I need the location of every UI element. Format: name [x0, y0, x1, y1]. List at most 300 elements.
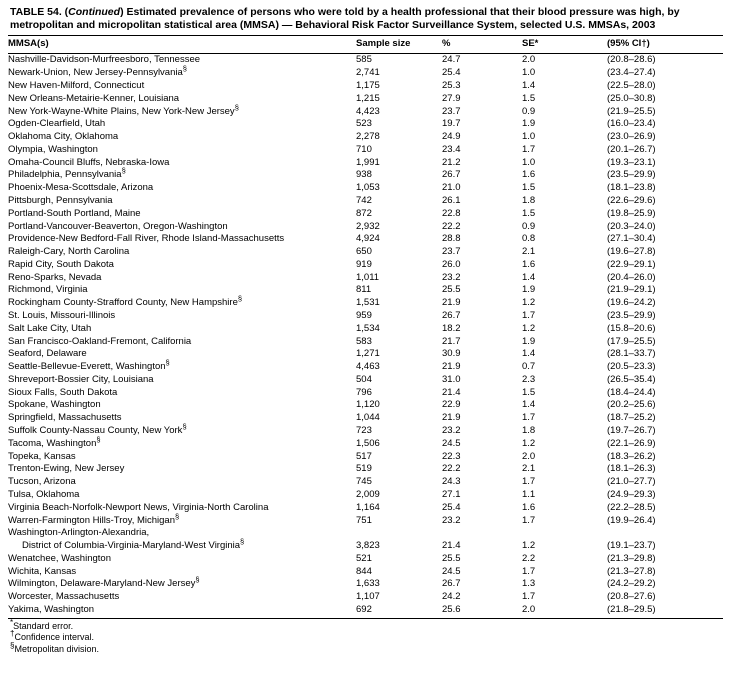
cell-sample-size: 585	[356, 54, 372, 66]
cell-se: 1.7	[522, 565, 536, 577]
cell-percent: 23.4	[442, 143, 461, 155]
cell-sample-size: 1,011	[356, 271, 380, 283]
cell-ci: (21.0–27.7)	[607, 476, 656, 488]
cell-ci: (23.5–29.9)	[607, 169, 656, 181]
mmsa-label: New York-Wayne-White Plains, New York-New Jersey§	[8, 102, 239, 117]
cell-percent: 27.1	[442, 488, 461, 500]
cell-percent: 23.7	[442, 105, 461, 117]
cell-mmsa	[8, 258, 356, 271]
cell-se: 1.4	[522, 79, 536, 91]
cell-sample-size: 1,164	[356, 501, 380, 513]
table-row	[8, 514, 723, 527]
table-row	[8, 309, 723, 322]
cell-ci: (18.3–26.2)	[607, 450, 656, 462]
mmsa-label: Richmond, Virginia	[8, 284, 88, 296]
table-row	[8, 424, 723, 437]
cell-se: 1.4	[522, 271, 536, 283]
table-row	[8, 386, 723, 399]
table-row	[8, 169, 723, 182]
cell-mmsa	[8, 233, 356, 246]
cell-mmsa	[8, 434, 356, 450]
cell-ci: (22.5–28.0)	[607, 79, 656, 91]
cell-mmsa	[8, 591, 356, 604]
cell-mmsa	[8, 399, 356, 412]
cell-ci: (24.2–29.2)	[607, 578, 656, 590]
cell-mmsa	[8, 348, 356, 361]
cell-sample-size: 692	[356, 603, 372, 615]
column-header-sample-size: Sample size	[356, 36, 442, 54]
cell-mmsa	[8, 207, 356, 220]
cell-sample-size: 1,506	[356, 437, 380, 449]
cell-percent: 22.2	[442, 463, 461, 475]
mmsa-label: Washington-Arlington-Alexandria,	[8, 527, 150, 539]
cell-mmsa	[8, 565, 356, 578]
cell-se: 2.3	[522, 373, 536, 385]
cell-mmsa	[8, 575, 356, 591]
cell-se: 0.9	[522, 105, 536, 117]
cell-ci: (28.1–33.7)	[607, 348, 656, 360]
cell-se: 1.5	[522, 386, 536, 398]
cell-percent: 25.4	[442, 501, 461, 513]
table-row	[8, 591, 723, 604]
table-row	[8, 79, 723, 92]
cell-se: 1.2	[522, 297, 536, 309]
mmsa-label: Warren-Farmington Hills-Troy, Michigan§	[8, 511, 180, 526]
cell-se: 2.0	[522, 54, 536, 66]
mmsa-label: Wenatchee, Washington	[8, 552, 111, 564]
cell-mmsa	[8, 552, 356, 565]
cell-mmsa	[8, 421, 356, 437]
cell-sample-size: 523	[356, 118, 372, 130]
cell-ci: (22.1–26.9)	[607, 437, 656, 449]
mmsa-label: Reno-Sparks, Nevada	[8, 271, 102, 283]
footnote-text: Standard error.	[13, 621, 74, 632]
cell-mmsa	[8, 79, 356, 92]
cell-se: 1.8	[522, 194, 536, 206]
footnote-marker: §	[175, 511, 180, 521]
cell-percent: 21.0	[442, 182, 461, 194]
cell-ci: (21.3–27.8)	[607, 565, 656, 577]
mmsa-label: New Haven-Milford, Connecticut	[8, 79, 145, 91]
table-row	[8, 156, 723, 169]
cell-ci: (23.0–26.9)	[607, 131, 656, 143]
footnote-item	[10, 629, 721, 643]
cell-ci: (18.1–23.8)	[607, 182, 656, 194]
cell-se: 1.6	[522, 169, 536, 181]
cell-mmsa	[8, 143, 356, 156]
mmsa-label: Salt Lake City, Utah	[8, 322, 92, 334]
cell-se: 1.8	[522, 425, 536, 437]
table-row	[8, 220, 723, 233]
cell-mmsa	[8, 182, 356, 195]
cell-ci: (21.8–29.5)	[607, 603, 656, 615]
cell-percent: 18.2	[442, 322, 461, 334]
cell-mmsa	[8, 156, 356, 169]
cell-se: 1.7	[522, 514, 536, 526]
cell-se: 1.0	[522, 131, 536, 143]
cell-se: 1.6	[522, 258, 536, 270]
cell-se: 1.7	[522, 591, 536, 603]
mmsa-label: Wilmington, Delaware-Maryland-New Jersey§	[8, 575, 200, 590]
table-row	[8, 463, 723, 476]
cell-percent: 27.9	[442, 92, 461, 104]
mmsa-label: Oklahoma City, Oklahoma	[8, 131, 119, 143]
table-body	[8, 53, 723, 616]
cell-percent: 28.8	[442, 233, 461, 245]
cell-ci: (27.1–30.4)	[607, 233, 656, 245]
cell-mmsa	[8, 194, 356, 207]
cell-ci: (19.3–23.1)	[607, 156, 656, 168]
cell-ci: (19.7–26.7)	[607, 425, 656, 437]
mmsa-label: Providence-New Bedford-Fall River, Rhode Island-Massachusetts	[8, 233, 285, 245]
cell-se: 1.4	[522, 399, 536, 411]
cell-percent: 22.9	[442, 399, 461, 411]
cell-mmsa	[8, 476, 356, 489]
cell-sample-size: 504	[356, 373, 372, 385]
cell-sample-size: 4,924	[356, 233, 380, 245]
table-row	[8, 246, 723, 259]
cell-ci: (18.7–25.2)	[607, 412, 656, 424]
column-header-percent: %	[442, 36, 522, 54]
mmsa-label: Seattle-Bellevue-Everett, Washington§	[8, 357, 170, 373]
cell-sample-size: 959	[356, 310, 372, 321]
cell-ci: (22.2–28.5)	[607, 501, 656, 513]
cell-sample-size: 1,044	[356, 412, 380, 424]
footnote-marker: §	[195, 575, 200, 585]
cell-ci: (20.5–23.3)	[607, 361, 656, 373]
cell-se: 0.7	[522, 361, 536, 373]
footnote-mark: §	[10, 640, 15, 650]
cell-percent: 24.5	[442, 437, 461, 449]
cell-ci: (20.2–25.6)	[607, 399, 656, 411]
table-row	[8, 258, 723, 271]
cell-sample-size: 2,278	[356, 131, 380, 143]
cell-se: 1.2	[522, 540, 536, 552]
cell-mmsa	[8, 246, 356, 259]
mmsa-label: Spokane, Washington	[8, 399, 101, 411]
footnote-item	[10, 618, 721, 632]
cell-ci: (18.4–24.4)	[607, 386, 656, 398]
mmsa-label: Olympia, Washington	[8, 143, 98, 155]
cell-ci: (25.0–30.8)	[607, 92, 656, 104]
cell-percent: 26.7	[442, 169, 461, 181]
cell-se: 1.0	[522, 156, 536, 168]
cell-percent: 23.2	[442, 514, 461, 526]
cell-ci: (23.5–29.9)	[607, 310, 656, 321]
cell-mmsa	[8, 118, 356, 131]
cell-percent: 30.9	[442, 348, 461, 360]
cell-sample-size: 919	[356, 258, 372, 270]
table-row	[8, 53, 723, 66]
cell-mmsa	[8, 64, 356, 80]
cell-sample-size: 583	[356, 335, 372, 347]
column-header-se: SE*	[522, 36, 607, 54]
cell-percent: 22.2	[442, 220, 461, 232]
mmsa-label: Trenton-Ewing, New Jersey	[8, 463, 125, 475]
cell-ci: (26.5–35.4)	[607, 373, 656, 385]
mmsa-label: Rapid City, South Dakota	[8, 258, 114, 270]
prevalence-table	[8, 35, 723, 616]
footnote-item	[10, 640, 721, 655]
title-suffix: ) Estimated prevalence of persons who were told by a health professional that their blood pressure was high, by metropolitan and micropolitan statistical area (MMSA) — Behavioral Risk Factor Surveillance System, selected U.S. MMSAs, 2003	[10, 6, 680, 31]
cell-ci: (20.3–24.0)	[607, 220, 656, 232]
cell-mmsa	[8, 501, 356, 514]
table-row	[8, 67, 723, 80]
cell-sample-size: 1,175	[356, 79, 380, 91]
cell-ci: (20.4–26.0)	[607, 271, 656, 283]
table-row	[8, 271, 723, 284]
cell-percent: 25.4	[442, 67, 461, 79]
cell-mmsa	[8, 463, 356, 476]
cell-percent: 19.7	[442, 118, 461, 130]
table-row	[8, 603, 723, 616]
cell-sample-size: 1,531	[356, 297, 380, 309]
cell-sample-size: 1,107	[356, 591, 380, 603]
table-row	[8, 194, 723, 207]
cell-sample-size: 1,271	[356, 348, 380, 360]
cell-se: 1.5	[522, 92, 536, 104]
cell-mmsa	[8, 102, 356, 118]
cell-se: 2.0	[522, 603, 536, 615]
cell-se: 1.1	[522, 488, 536, 500]
mmsa-label: Suffolk County-Nassau County, New York§	[8, 421, 187, 437]
table-row	[8, 501, 723, 514]
mmsa-label: Springfield, Massachusetts	[8, 412, 122, 424]
cell-percent: 25.6	[442, 603, 461, 615]
cell-se: 1.5	[522, 182, 536, 194]
cell-se: 1.0	[522, 67, 536, 79]
cell-se	[522, 527, 607, 540]
cell-ci: (19.8–25.9)	[607, 207, 656, 219]
cell-mmsa	[8, 603, 356, 616]
footnote-text: Confidence interval.	[14, 632, 94, 643]
cell-se: 1.3	[522, 578, 536, 590]
cell-se: 1.7	[522, 143, 536, 155]
cell-se: 1.9	[522, 118, 536, 130]
cell-ci: (22.6–29.6)	[607, 194, 656, 206]
table-row	[8, 105, 723, 118]
cell-mmsa	[8, 322, 356, 335]
footnote-marker: §	[165, 357, 170, 367]
cell-se: 1.2	[522, 322, 536, 334]
cell-se: 2.2	[522, 552, 536, 564]
table-row	[8, 182, 723, 195]
table-row	[8, 335, 723, 348]
mmsa-label: Yakima, Washington	[8, 603, 95, 615]
cell-se: 1.7	[522, 412, 536, 424]
cell-se: 1.6	[522, 501, 536, 513]
mmsa-label: Nashville-Davidson-Murfreesboro, Tennessee	[8, 54, 201, 66]
cell-sample-size: 517	[356, 450, 372, 462]
cell-ci: (21.9–29.1)	[607, 284, 656, 296]
cell-sample-size: 4,423	[356, 105, 380, 117]
cell-percent: 26.0	[442, 258, 461, 270]
mmsa-label: Tacoma, Washington§	[8, 434, 101, 449]
cell-se: 2.1	[522, 463, 536, 475]
cell-sample-size: 1,534	[356, 322, 380, 334]
table-row	[8, 207, 723, 220]
mmsa-label: Virginia Beach-Norfolk-Newport News, Virginia-North Carolina	[8, 501, 269, 513]
mmsa-label: District of Columbia-Virginia-Maryland-West Virginia§	[22, 536, 245, 552]
table-row	[8, 361, 723, 374]
table-row	[8, 143, 723, 156]
cell-se: 1.9	[522, 335, 536, 347]
table-row	[8, 118, 723, 131]
mmsa-label: Wichita, Kansas	[8, 565, 77, 577]
cell-percent: 24.7	[442, 54, 461, 66]
cell-sample-size: 1,120	[356, 399, 380, 411]
table-row	[8, 437, 723, 450]
cell-mmsa	[8, 536, 356, 552]
cell-sample-size: 844	[356, 565, 372, 577]
cell-percent: 23.2	[442, 425, 461, 437]
cell-mmsa	[8, 335, 356, 348]
cell-ci: (16.0–23.4)	[607, 118, 656, 130]
table-row	[8, 450, 723, 463]
cell-ci	[607, 527, 723, 540]
cell-percent: 24.9	[442, 131, 461, 143]
cell-mmsa	[8, 220, 356, 233]
mmsa-label: New Orleans-Metairie-Kenner, Louisiana	[8, 92, 180, 104]
mmsa-label: Worcester, Massachusetts	[8, 591, 120, 603]
cell-mmsa	[8, 373, 356, 386]
cell-percent: 26.7	[442, 310, 461, 321]
cell-ci: (21.9–25.5)	[607, 105, 656, 117]
table-row	[8, 284, 723, 297]
cell-percent: 31.0	[442, 373, 461, 385]
column-header-ci: (95% CI†)	[607, 36, 723, 54]
cell-sample-size: 1,215	[356, 92, 380, 104]
cell-sample-size: 519	[356, 463, 372, 475]
cell-sample-size: 1,991	[356, 156, 380, 168]
mmsa-label: Tucson, Arizona	[8, 476, 76, 488]
table-row	[8, 488, 723, 501]
mmsa-label: Topeka, Kansas	[8, 450, 76, 462]
cell-ci: (20.8–28.6)	[607, 54, 656, 66]
mmsa-label: Shreveport-Bossier City, Louisiana	[8, 373, 154, 385]
cell-se: 0.9	[522, 220, 536, 232]
cell-se: 1.9	[522, 284, 536, 296]
mmsa-label: Omaha-Council Bluffs, Nebraska-Iowa	[8, 156, 170, 168]
cell-mmsa	[8, 386, 356, 399]
cell-se: 2.1	[522, 246, 536, 258]
cell-ci: (20.8–27.6)	[607, 591, 656, 603]
cell-percent: 25.3	[442, 79, 461, 91]
cell-ci: (21.3–29.8)	[607, 552, 656, 564]
footnotes	[8, 619, 723, 655]
cell-percent: 21.7	[442, 335, 461, 347]
cell-ci: (17.9–25.5)	[607, 335, 656, 347]
cell-mmsa	[8, 92, 356, 105]
cell-percent: 21.9	[442, 297, 461, 309]
cell-sample-size: 745	[356, 476, 372, 488]
cell-percent: 26.1	[442, 194, 461, 206]
cell-ci: (19.6–24.2)	[607, 297, 656, 309]
cell-sample-size: 723	[356, 425, 372, 437]
cell-sample-size: 2,932	[356, 220, 380, 232]
cell-percent: 25.5	[442, 284, 461, 296]
cell-sample-size: 811	[356, 284, 372, 296]
cell-ci: (19.6–27.8)	[607, 246, 656, 258]
table-row	[8, 539, 723, 552]
cell-se: 1.4	[522, 348, 536, 360]
cell-sample-size: 742	[356, 194, 372, 206]
cell-percent: 21.9	[442, 412, 461, 424]
cell-ci: (18.1–26.3)	[607, 463, 656, 475]
mmsa-label: Newark-Union, New Jersey-Pennsylvania§	[8, 64, 187, 79]
cell-sample-size: 2,009	[356, 488, 380, 500]
cell-ci: (24.9–29.3)	[607, 488, 656, 500]
cell-percent: 21.9	[442, 361, 461, 373]
cell-percent: 26.7	[442, 578, 461, 590]
cell-mmsa	[8, 511, 356, 527]
cell-percent: 22.3	[442, 450, 461, 462]
cell-sample-size: 938	[356, 169, 372, 181]
mmsa-label: Pittsburgh, Pennsylvania	[8, 194, 113, 206]
cell-mmsa	[8, 294, 356, 310]
cell-percent: 24.2	[442, 591, 461, 603]
cell-se: 2.0	[522, 450, 536, 462]
cell-ci: (20.1–26.7)	[607, 143, 656, 155]
table-row	[8, 527, 723, 540]
cell-sample-size: 710	[356, 143, 372, 155]
table-row	[8, 565, 723, 578]
mmsa-label: Raleigh-Cary, North Carolina	[8, 246, 130, 258]
table-row	[8, 578, 723, 591]
cell-ci: (23.4–27.4)	[607, 67, 656, 79]
cell-percent: 24.5	[442, 565, 461, 577]
cell-sample-size	[356, 527, 442, 540]
cell-sample-size: 751	[356, 514, 372, 526]
footnote-marker: §	[240, 536, 245, 546]
cell-percent: 23.2	[442, 271, 461, 283]
cell-percent: 21.2	[442, 156, 461, 168]
footnote-marker: §	[121, 166, 126, 176]
page-title	[8, 6, 723, 31]
mmsa-label: Rockingham County-Strafford County, New Hampshire§	[8, 294, 243, 309]
table-row	[8, 348, 723, 361]
cell-se: 1.7	[522, 310, 536, 321]
footnote-mark: †	[10, 629, 15, 639]
cell-sample-size: 1,053	[356, 182, 380, 194]
footnote-marker: §	[182, 64, 187, 73]
cell-mmsa	[8, 488, 356, 501]
table-row	[8, 476, 723, 489]
mmsa-label: Portland-Vancouver-Beaverton, Oregon-Washington	[8, 220, 228, 232]
cell-se: 1.7	[522, 476, 536, 488]
cell-mmsa	[8, 309, 356, 322]
cell-percent: 21.4	[442, 386, 461, 398]
mmsa-label: Seaford, Delaware	[8, 348, 87, 360]
cell-sample-size: 650	[356, 246, 372, 258]
cell-mmsa	[8, 357, 356, 374]
table-header-row	[8, 36, 723, 54]
table-row	[8, 297, 723, 310]
mmsa-label: Tulsa, Oklahoma	[8, 488, 80, 500]
footnote-marker: §	[234, 102, 239, 112]
mmsa-label: Phoenix-Mesa-Scottsdale, Arizona	[8, 182, 154, 194]
cell-se: 1.2	[522, 437, 536, 449]
mmsa-label: Portland-South Portland, Maine	[8, 207, 141, 219]
table-row	[8, 399, 723, 412]
cell-sample-size: 1,633	[356, 578, 380, 590]
cell-mmsa	[8, 130, 356, 143]
cell-mmsa	[8, 450, 356, 463]
mmsa-label: St. Louis, Missouri-Illinois	[8, 310, 116, 321]
cell-sample-size: 2,741	[356, 67, 380, 79]
table-row	[8, 322, 723, 335]
mmsa-label: Ogden-Clearfield, Utah	[8, 118, 106, 130]
